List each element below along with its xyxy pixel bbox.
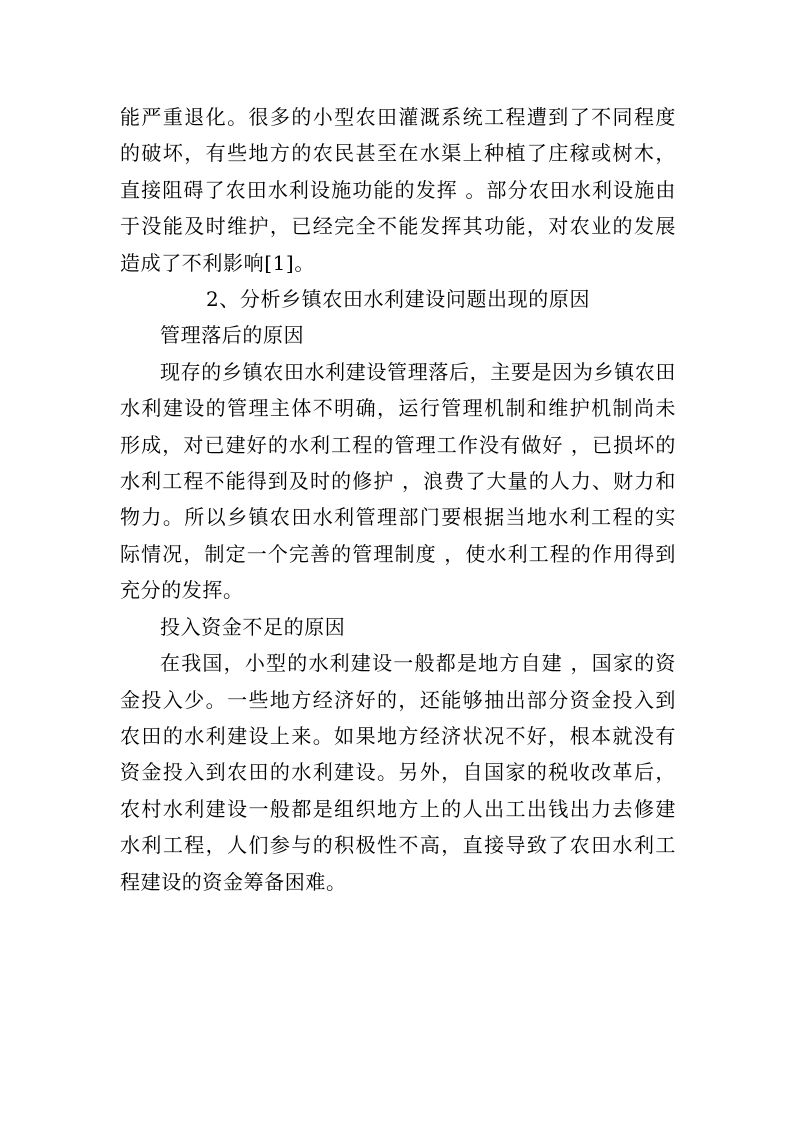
section-heading: 2、分析乡镇农田水利建设问题出现的原因 [205,287,591,312]
subheading-funding: 投入资金不足的原因 [160,614,346,639]
document-body [120,99,676,900]
paragraph-continuation: 能严重退化。很多的小型农田灌溉系统工程遭到了不同程度的破坏，有些地方的农民甚至在水渠上种植了庄稼或树木，直接阻碍了农田水利设施功能的发挥 。部分农田水利设施由于没能及时维护，已经完全不能发挥其功能，对农业的发展造成了不利影响[1]。 [120,105,676,275]
subheading-management: 管理落后的原因 [160,323,305,348]
paragraph-funding: 在我国，小型的水利建设一般都是地方自建 ，国家的资金投入少。一些地方经济好的，还能够抽出部分资金投入到农田的水利建设上来。如果地方经济状况不好，根本就没有资金投入到农田的水利建设。另外，自国家的税收改革后，农村水利建设一般都是组织地方上的人出工出钱出力去修建水利工程，人们参与的积极性不高，直接导致了农田水利工程建设的资金筹备困难。 [120,651,676,894]
paragraph-management: 现存的乡镇农田水利建设管理落后，主要是因为乡镇农田水利建设的管理主体不明确，运行管理机制和维护机制尚未形成，对已建好的水利工程的管理工作没有做好 ，已损坏的水利工程不能得到及时的修护 ，浪费了大量的人力、财力和物力。所以乡镇农田水利管理部门要根据当地水利工程的实际情况，制定一个完善的管理制度 ，使水利工程的作用得到充分的发挥。 [120,359,676,603]
